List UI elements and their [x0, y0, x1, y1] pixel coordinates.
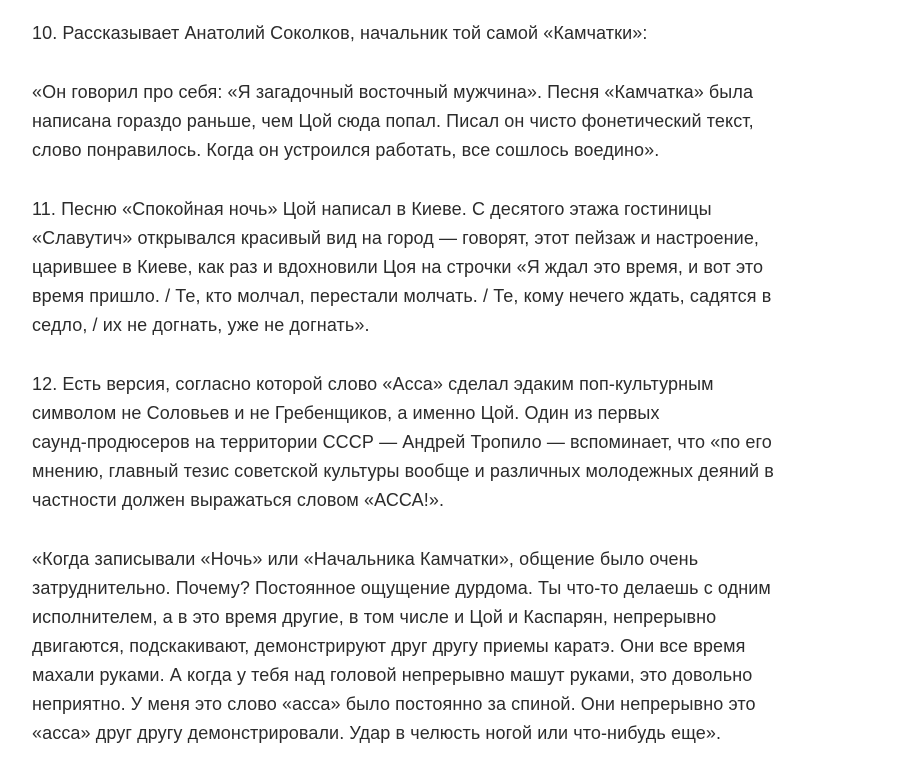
- paragraph-1-line-1: 10. Рассказывает Анатолий Соколков, начальник той самой «Камчатки»:: [32, 23, 648, 43]
- paragraph-5-line-2: затруднительно. Почему? Постоянное ощущение дурдома. Ты что-то делаешь с одним: [32, 578, 771, 598]
- paragraph-3-line-1: 11. Песню «Спокойная ночь» Цой написал в Киеве. С десятого этажа гостиницы: [32, 199, 712, 219]
- paragraph-5-line-7: «асса» друг другу демонстрировали. Удар в челюсть ногой или что-нибудь еще».: [32, 723, 722, 743]
- paragraph-5-line-3: исполнителем, а в это время другие, в том числе и Цой и Каспарян, непрерывно: [32, 607, 717, 627]
- paragraph-5-line-4: двигаются, подскакивают, демонстрируют друг другу приемы каратэ. Они все время: [32, 636, 746, 656]
- paragraph-4-line-2: символом не Соловьев и не Гребенщиков, а именно Цой. Один из первых: [32, 403, 660, 423]
- paragraph-3-line-2: «Славутич» открывался красивый вид на город — говорят, этот пейзаж и настроение,: [32, 228, 760, 248]
- paragraph-2-line-2: написана гораздо раньше, чем Цой сюда попал. Писал он чисто фонетический текст,: [32, 111, 754, 131]
- paragraph-5-line-6: неприятно. У меня это слово «асса» было постоянно за спиной. Они непрерывно это: [32, 694, 756, 714]
- paragraph-4-line-1: 12. Есть версия, согласно которой слово «Асса» сделал эдаким поп-культурным: [32, 374, 714, 394]
- paragraph-4-line-4: мнению, главный тезис советской культуры вообще и различных молодежных деяний в: [32, 461, 774, 481]
- paragraph-2-line-3: слово понравилось. Когда он устроился работать, все сошлось воедино».: [32, 140, 660, 160]
- paragraph-4-line-3: саунд-продюсеров на территории СССР — Андрей Тропило — вспоминает, что «по его: [32, 432, 772, 452]
- paragraph-3-line-3: царившее в Киеве, как раз и вдохновили Цоя на строчки «Я ждал это время, и вот это: [32, 257, 764, 277]
- paragraph-5-line-1: «Когда записывали «Ночь» или «Начальника Камчатки», общение было очень: [32, 549, 699, 569]
- paragraph-4-line-5: частности должен выражаться словом «АССА!».: [32, 490, 445, 510]
- paragraph-2-line-1: «Он говорил про себя: «Я загадочный восточный мужчина». Песня «Камчатка» была: [32, 82, 754, 102]
- paragraph-3-line-4: время пришло. / Те, кто молчал, перестали молчать. / Те, кому нечего ждать, садятся в: [32, 286, 772, 306]
- paragraph-5-line-5: махали руками. А когда у тебя над головой непрерывно машут руками, это довольно: [32, 665, 753, 685]
- paragraph-3-line-5: седло, / их не догнать, уже не догнать».: [32, 315, 370, 335]
